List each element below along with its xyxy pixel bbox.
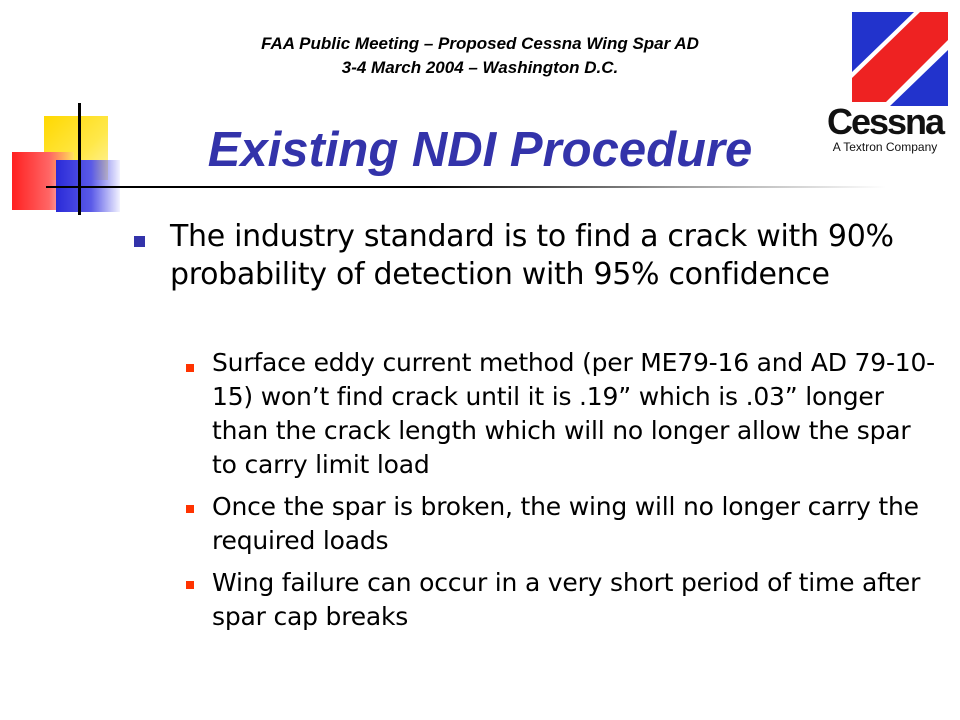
sub-bullet-text: Surface eddy current method (per ME79-16 and AD 79-10-15) won’t find crack until it is .19” which is .03” longer than the crack length which will no longer allow the spar to carry limit load <box>212 348 936 479</box>
decorative-vertical-line <box>78 103 81 215</box>
bullet-marker <box>134 236 145 247</box>
logo-tagline: A Textron Company <box>832 140 938 154</box>
logo-wordmark: Cessna <box>826 101 944 142</box>
cessna-logo-icon <box>852 12 948 108</box>
sub-bullet-text: Wing failure can occur in a very short period of time after spar cap breaks <box>212 568 921 631</box>
sub-bullet-marker <box>186 505 194 513</box>
title-underline <box>46 186 886 188</box>
meeting-header <box>150 32 810 80</box>
cessna-logo <box>810 10 960 160</box>
meeting-header-line-1: FAA Public Meeting – Proposed Cessna Wing Spar AD <box>261 34 699 53</box>
sub-bullet-marker <box>186 364 194 372</box>
meeting-header-line-2: 3-4 March 2004 – Washington D.C. <box>341 58 619 77</box>
sub-bullet-text: Once the spar is broken, the wing will no longer carry the required loads <box>212 492 919 555</box>
slide-title: Existing NDI Procedure <box>207 123 753 177</box>
bullet-text: The industry standard is to find a crack with 90% probability of detection with 95% confidence <box>170 219 894 292</box>
sub-bullet-marker <box>186 581 194 589</box>
